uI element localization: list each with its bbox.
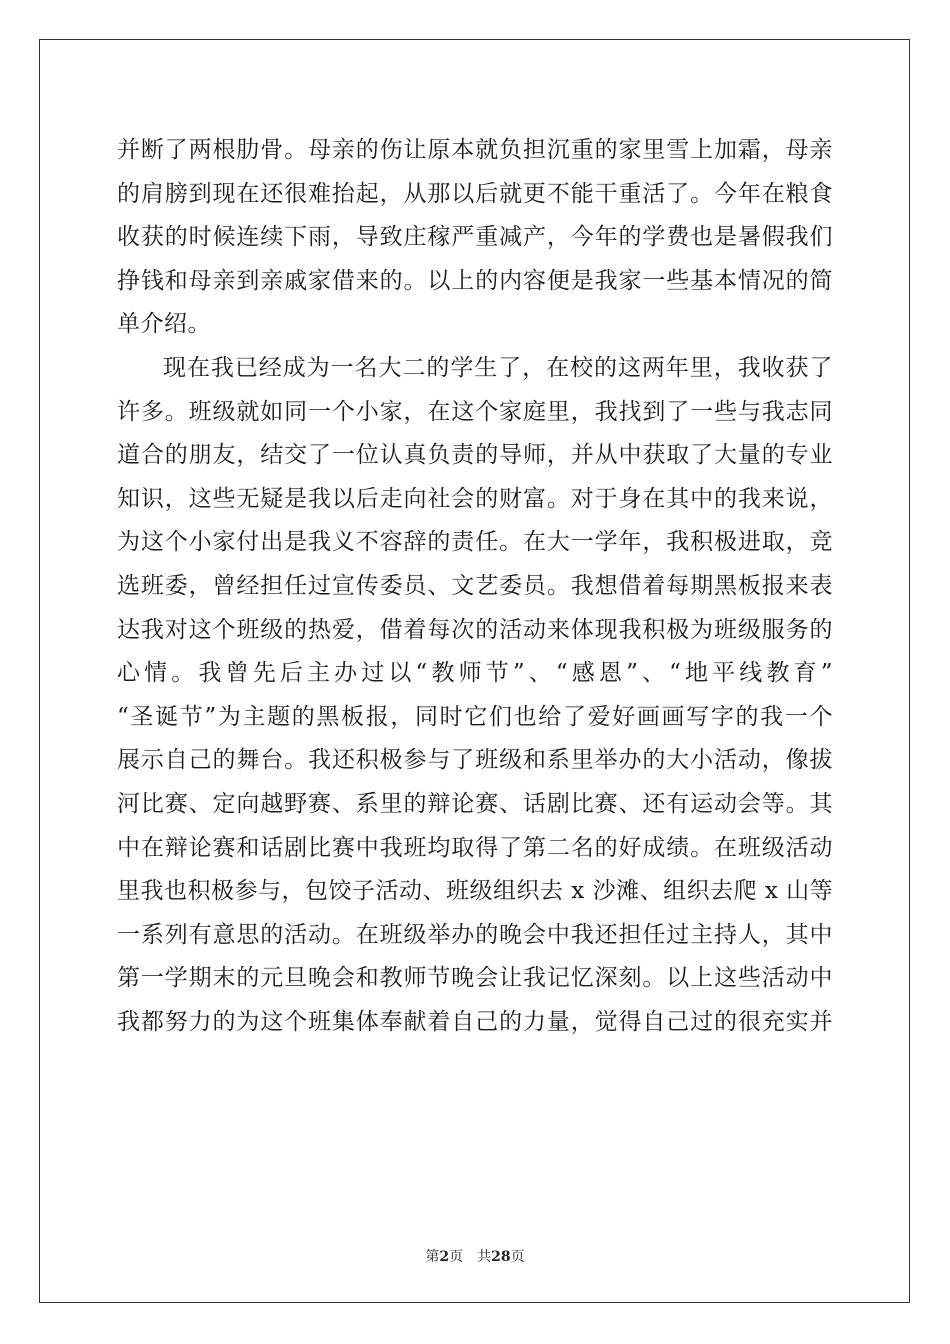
text-line: 河比赛、定向越野赛、系里的辩论赛、话剧比赛、还有运动会等。其 — [117, 790, 833, 817]
total-page-number: 28 — [491, 1249, 511, 1265]
text-line: 单介绍。 — [117, 311, 211, 338]
text-line: 展示自己的舞台。我还积极参与了班级和系里举办的大小活动，像拔 — [117, 747, 833, 774]
text-line: 的肩膀到现在还很难抬起，从那以后就更不能干重活了。今年在粮食 — [117, 180, 833, 207]
text-line: 我都努力的为这个班集体奉献着自己的力量，觉得自己过的很充实并 — [117, 1008, 833, 1035]
text-line: 收获的时候连续下雨，导致庄稼严重减产，今年的学费也是暑假我们 — [117, 224, 833, 251]
text-line: 道合的朋友，结交了一位认真负责的导师，并从中获取了大量的专业 — [117, 442, 833, 469]
text-line: “圣诞节”为主题的黑板报，同时它们也给了爱好画画写字的我一个 — [117, 703, 833, 730]
text-line: 知识，这些无疑是我以后走向社会的财富。对于身在其中的我来说， — [117, 485, 833, 512]
text-line: 许多。班级就如同一个小家，在这个家庭里，我找到了一些与我志同 — [117, 398, 833, 425]
text-line: 现在我已经成为一名大二的学生了，在校的这两年里，我收获了 — [163, 354, 833, 381]
text-line: 选班委，曾经担任过宣传委员、文艺委员。我想借着每期黑板报来表 — [117, 572, 833, 599]
page-footer — [0, 1248, 950, 1266]
page-prefix: 第 — [425, 1249, 440, 1265]
current-page-number: 2 — [439, 1249, 450, 1265]
total-suffix: 页 — [510, 1249, 525, 1265]
total-prefix: 共 — [477, 1249, 492, 1265]
document-body — [117, 129, 833, 1044]
text-line: 一系列有意思的活动。在班级举办的晚会中我还担任过主持人，其中 — [117, 921, 833, 948]
text-line: 挣钱和母亲到亲戚家借来的。以上的内容便是我家一些基本情况的简 — [117, 267, 833, 294]
text-line: 里我也积极参与，包饺子活动、班级组织去 x 沙滩、组织去爬 x 山等 — [117, 878, 834, 905]
text-line: 中在辩论赛和话剧比赛中我班均取得了第二名的好成绩。在班级活动 — [117, 834, 833, 861]
text-line: 心情。我曾先后主办过以“教师节”、“感恩”、“地平线教育” — [117, 660, 833, 687]
text-line: 为这个小家付出是我义不容辞的责任。在大一学年，我积极进取，竞 — [117, 529, 833, 556]
text-line: 并断了两根肋骨。母亲的伤让原本就负担沉重的家里雪上加霜，母亲 — [117, 137, 833, 163]
text-line: 达我对这个班级的热爱，借着每次的活动来体现我积极为班级服务的 — [117, 616, 833, 643]
text-line: 第一学期末的元旦晚会和教师节晚会让我记忆深刻。以上这些活动中 — [117, 965, 833, 992]
page-suffix: 页 — [449, 1249, 464, 1265]
